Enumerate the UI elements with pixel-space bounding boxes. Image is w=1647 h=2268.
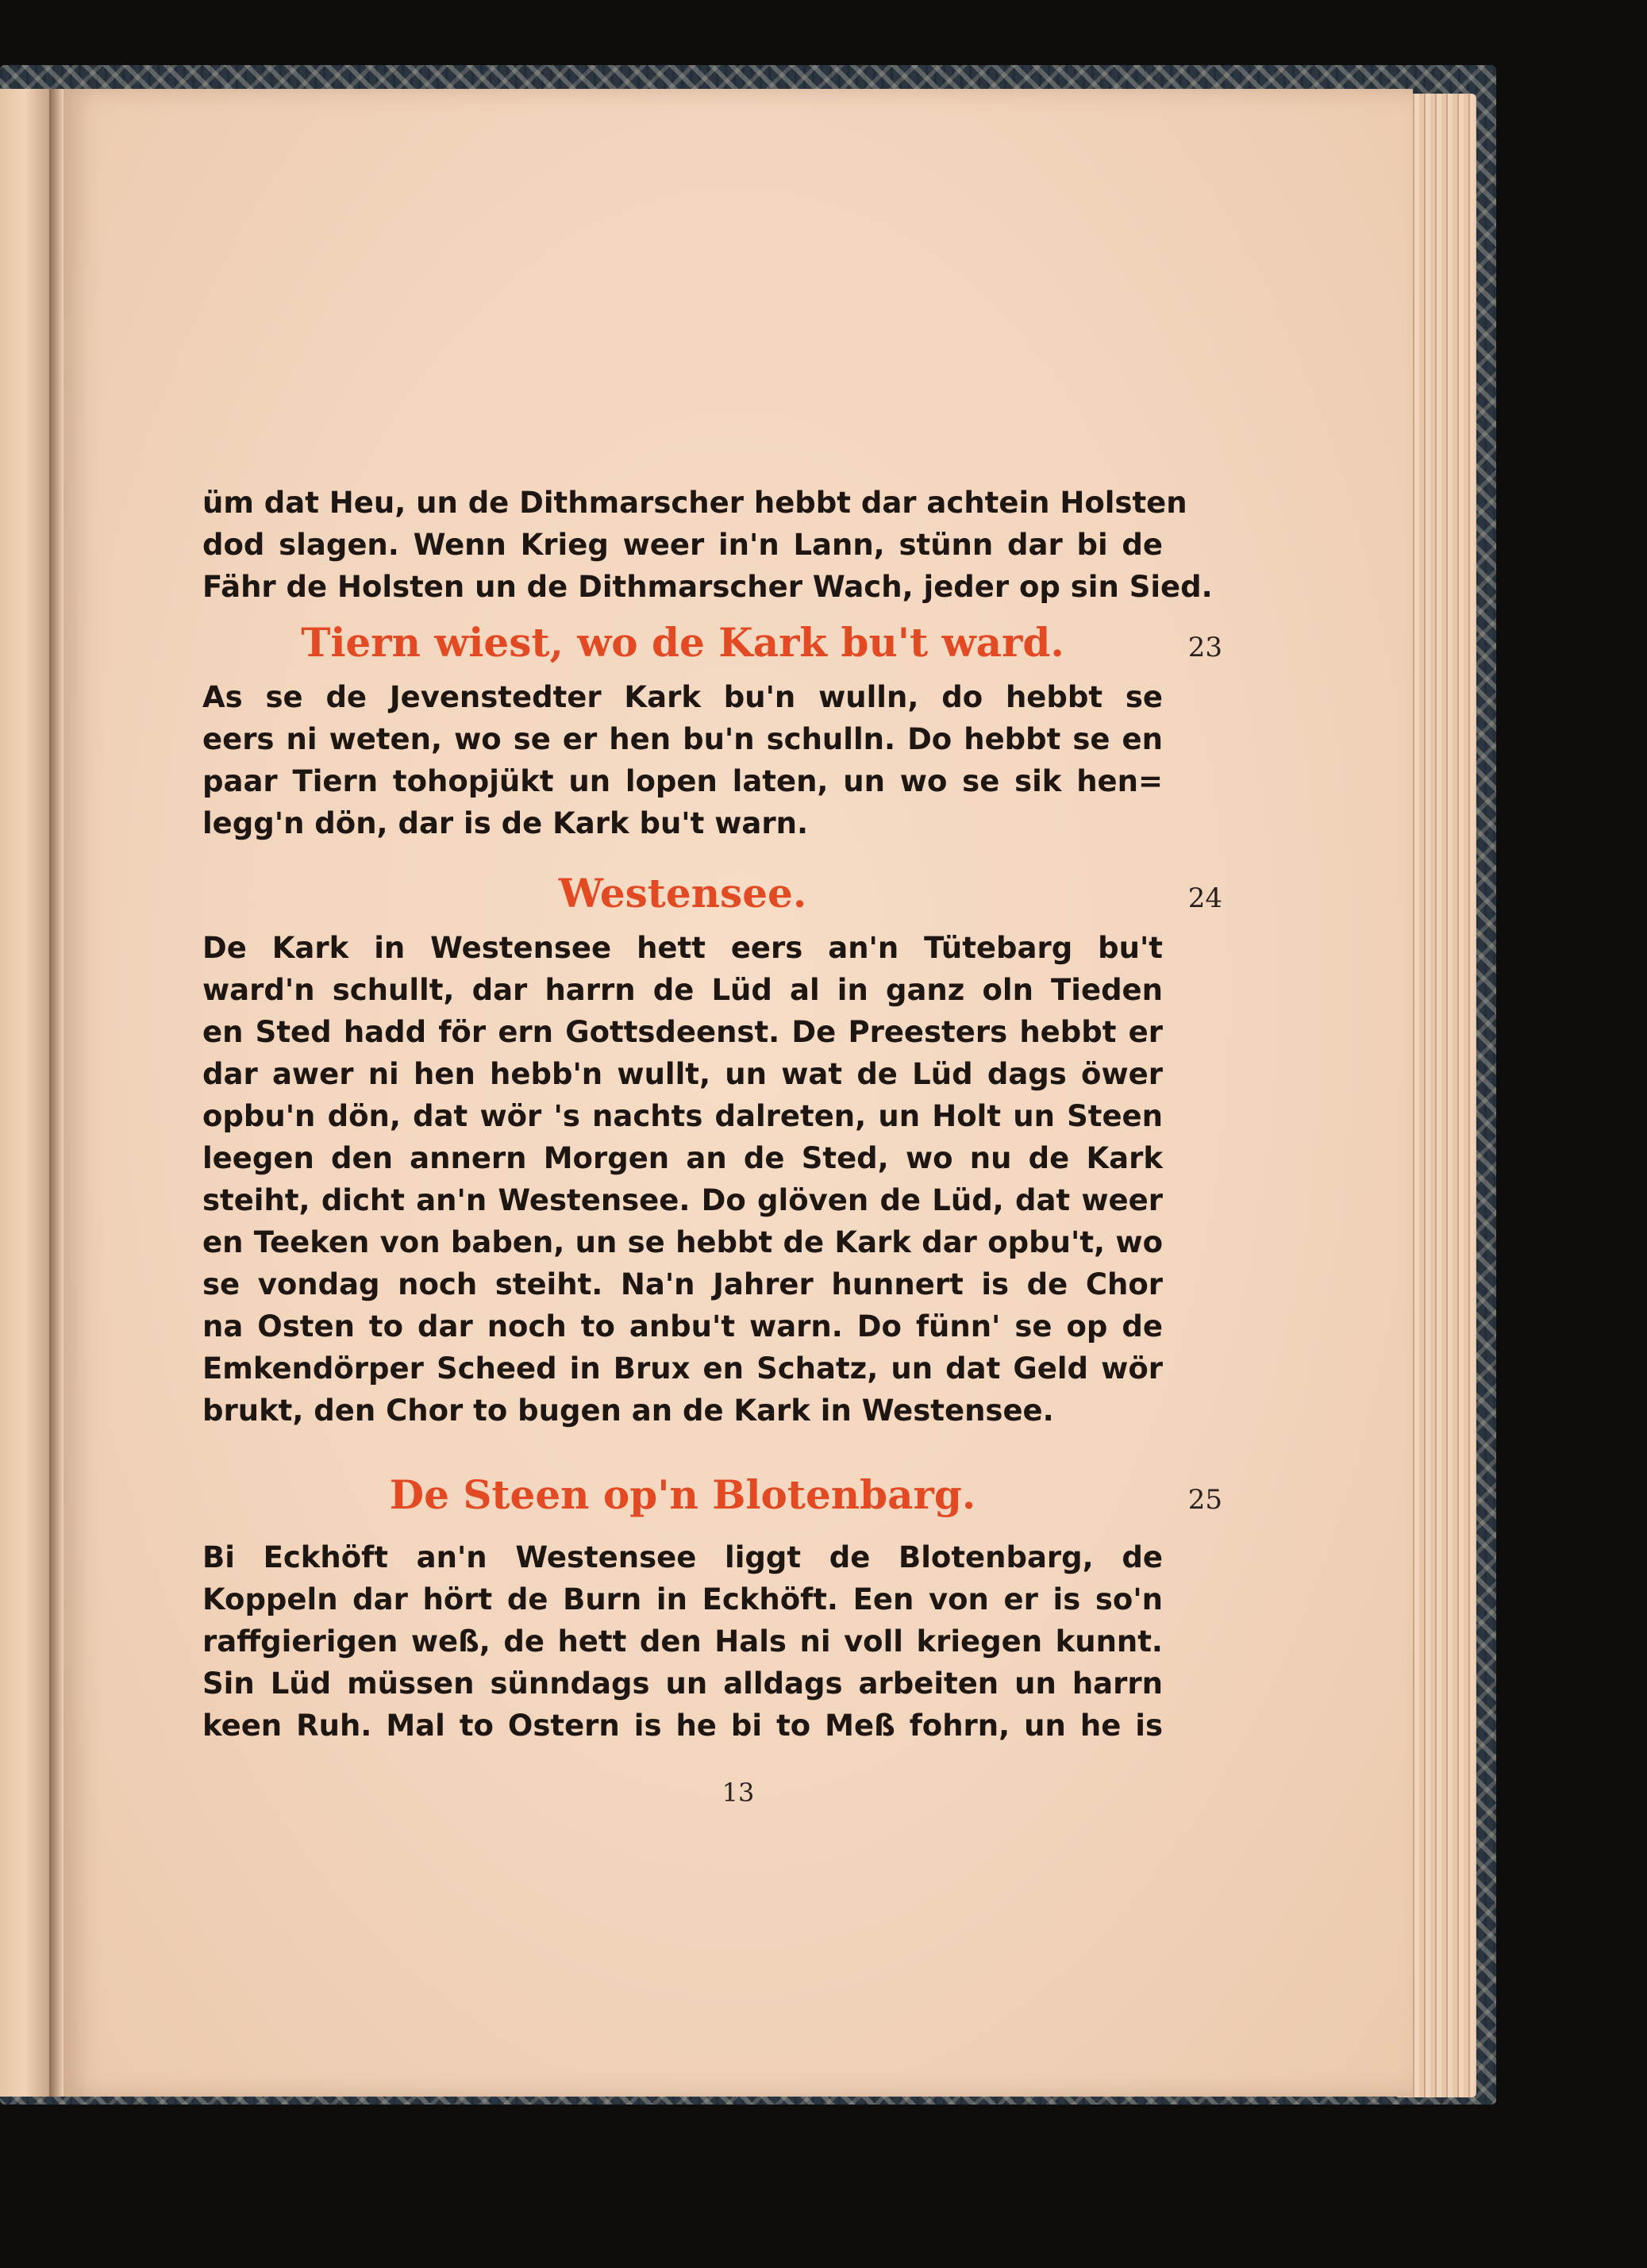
section-number: 24: [1187, 882, 1222, 914]
text-line: en Teeken von baben, un se hebbt de Kark dar opbu't, wo: [202, 1225, 1163, 1259]
text-line: se vondag noch steiht. Na'n Jahrer hunnert is de Chor: [202, 1267, 1163, 1301]
text-line: paar Tiern tohopjükt un lopen laten, un wo se sik hen=: [202, 764, 1163, 798]
section-paragraph: [202, 1536, 1163, 1747]
text-line: eers ni weten, wo se er hen bu'n schulln. Do hebbt se en: [202, 722, 1163, 756]
text-line: Bi Eckhöft an'n Westensee liggt de Blotenbarg, de: [202, 1540, 1163, 1574]
section-number: 25: [1187, 1484, 1222, 1516]
section-title: Westensee.: [558, 870, 807, 917]
text-line: dar awer ni hen hebb'n wullt, un wat de Lüd dags öwer: [202, 1057, 1163, 1091]
section-header-25: [202, 1463, 1222, 1527]
section-paragraph: [202, 927, 1163, 1432]
text-line: en Sted hadd för ern Gottsdeenst. De Preesters hebbt er: [202, 1015, 1163, 1049]
text-line: Fähr de Holsten un de Dithmarscher Wach, jeder op sin Sied.: [202, 570, 1213, 604]
text-line: Emkendörper Scheed in Brux en Schatz, un dat Geld wör: [202, 1351, 1163, 1386]
book-page: [63, 89, 1413, 2097]
intro-paragraph: [202, 482, 1213, 608]
section-title: Tiern wiest, wo de Kark bu't ward.: [301, 619, 1064, 666]
text-line: üm dat Heu, un de Dithmarscher hebbt dar achtein Holsten: [202, 486, 1187, 520]
text-line: keen Ruh. Mal to Ostern is he bi to Meß fohrn, un he is: [202, 1709, 1163, 1743]
text-line: Koppeln dar hört de Burn in Eckhöft. Een von er is so'n: [202, 1582, 1163, 1616]
text-line: ward'n schullt, dar harrn de Lüd al in ganz oln Tieden: [202, 973, 1163, 1007]
section-header-24: [202, 862, 1222, 925]
text-line: raffgierigen weß, de hett den Hals ni voll kriegen kunnt.: [202, 1624, 1163, 1659]
section-title: De Steen op'n Blotenbarg.: [389, 1471, 976, 1518]
page-text-block: [202, 390, 1222, 1747]
text-line: leegen den annern Morgen an de Sted, wo nu de Kark: [202, 1141, 1163, 1175]
text-line: As se de Jevenstedter Kark bu'n wulln, do hebbt se: [202, 680, 1163, 714]
book-gutter: [49, 89, 63, 2097]
section-header-23: [202, 611, 1222, 675]
section-paragraph: [202, 676, 1163, 844]
text-line: legg'n dön, dar is de Kark bu't warn.: [202, 806, 808, 840]
text-line: De Kark in Westensee hett eers an'n Tütebarg bu't: [202, 931, 1163, 965]
text-line: steiht, dicht an'n Westensee. Do glöven de Lüd, dat weer: [202, 1183, 1163, 1217]
text-line: dod slagen. Wenn Krieg weer in'n Lann, stünn dar bi de: [202, 528, 1163, 562]
page-number: 13: [722, 1778, 755, 1808]
text-line: opbu'n dön, dat wör 's nachts dalreten, un Holt un Steen: [202, 1099, 1163, 1133]
text-line: na Osten to dar noch to anbu't warn. Do fünn' se op de: [202, 1309, 1163, 1344]
section-number: 23: [1187, 632, 1222, 663]
text-line: Sin Lüd müssen sünndags un alldags arbeiten un harrn: [202, 1666, 1163, 1701]
left-facing-page: [0, 89, 49, 2097]
text-line: brukt, den Chor to bugen an de Kark in Westensee.: [202, 1393, 1054, 1428]
